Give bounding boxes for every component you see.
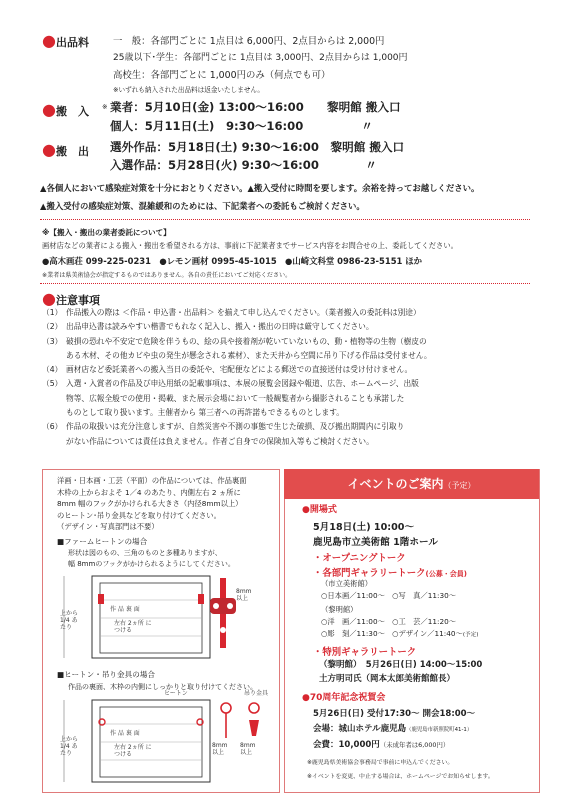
hanging-intro-line: 木枠の上からおよそ 1／4 のあたり、内側左右 2 ヵ所に — [57, 487, 241, 497]
carry-in-row2: 個人：5月11日(土) 9:30〜16:00 〃 — [110, 119, 373, 133]
bullet-icon: ● — [302, 693, 310, 703]
farm-heaton-diagram — [58, 572, 273, 662]
fee-highschool: 高校生：各部門ごとに 1,000円のみ（何点でも可） — [113, 70, 331, 81]
caution-line: ある木材、その他カビや虫の発生が懸念される素材）、また天井から空間に吊り下げる作品は受付ません。 — [66, 350, 432, 360]
bullet-icon: ● — [42, 31, 56, 50]
party-place-text: 会場：城山ホテル鹿児島 — [313, 724, 407, 734]
party-fee-sub: （未成年者は6,000円） — [379, 741, 450, 749]
hanging-intro — [57, 475, 247, 533]
opening-heading — [302, 502, 337, 515]
party-place — [313, 722, 472, 734]
cautions-list — [42, 306, 532, 449]
events-title-sub: （予定） — [443, 481, 476, 490]
caution-line: 画材店など委託業者への搬入当日の委託や、宅配便などによる郵送での直接送付は受け付けません。 — [66, 365, 413, 375]
caution-body — [66, 306, 421, 320]
caution-item — [42, 377, 532, 420]
contractor-title: ※【搬入・搬出の業者委託について】 — [42, 228, 171, 237]
label-top-quarter-2: 上から 1/4 あたり — [60, 736, 79, 757]
caution-body — [66, 335, 432, 364]
caution-item — [42, 335, 532, 364]
caution-number: （6） — [42, 422, 63, 432]
caution-line: 入選・入賞者の作品及び申込用紙の記載事項は、本展の展覧会図録や報道、広告、ホームページ、出版 — [66, 379, 419, 389]
caution-item — [42, 306, 532, 320]
caution-item — [42, 420, 532, 449]
warning-1: ▲各個人において感染症対策を十分におとりください。▲搬入受付に時間を要します。余裕を持ってお越しください。 — [40, 183, 480, 193]
fee-general: 一 般：各部門ごとに 1点目は 6,000円、2点目からは 2,000円 — [113, 36, 385, 47]
hanging-intro-line: 洋画・日本画・工芸（平面）の作品については、作品裏面 — [57, 476, 247, 485]
label-tsuri: 吊り金具 — [244, 690, 269, 697]
bullet-icon: ● — [42, 140, 56, 159]
caution-number: （3） — [42, 336, 63, 346]
party-fee — [313, 738, 449, 750]
caution-body — [66, 420, 404, 449]
farm-desc-line: 形状は図のもの、三角のものと多種ありますが、 — [68, 549, 222, 557]
contractor-list: ●高木画荘 099-225-0231 ●レモン画材 0995-45-1015 ●山崎文科堂 0986-23-5151 ほか — [42, 256, 423, 266]
contractor-desc: 画材店などの業者による搬入・搬出を希望される方は、事前に下記業者までサービス内容をお問合せの上、委託してください。 — [42, 241, 458, 250]
heaton-diagram — [58, 696, 273, 786]
heaton-title: ■ヒートン・吊り金具の場合 — [57, 670, 155, 679]
party-fee-text: 会費：10,000円 — [313, 740, 380, 750]
caution-line: 作品の取扱いは充分注意しますが、自然災害や不測の事態で生じた破損、及び搬出期間内に引取り — [66, 422, 405, 432]
caution-line: 作品搬入の際は ＜作品・申込書・出品料＞ を揃えて申し込んでください。（業者搬入の委託料は別途） — [66, 308, 421, 317]
caution-body — [66, 320, 374, 334]
fee-note: ※いずれも納入された出品料は返金いたしません。 — [113, 86, 264, 94]
gallery-talk-label: ・各部門ギャラリートーク — [313, 568, 426, 579]
farm-title: ■ファームヒートンの場合 — [57, 537, 148, 546]
caution-number: （1） — [42, 308, 63, 317]
label-8mm-2: 8mm 以上 — [212, 742, 228, 756]
carry-out-row2: 入選作品：5月28日(火) 9:30〜16:00 〃 — [110, 158, 377, 172]
caution-line: 物等、広報全般での使用・掲載、また展示会場において一般観覧者から撮影されることも承諾した — [66, 393, 405, 403]
opening-talk: ・オープニングトーク — [313, 553, 406, 564]
contractor-divider — [40, 219, 530, 220]
opening-label: 開場式 — [309, 505, 337, 515]
caution-line: 出品申込書は読みやすい楷書でもれなく記入し、搬入・搬出の日時は厳守してください。 — [66, 322, 374, 332]
caution-item — [42, 320, 532, 334]
caution-item — [42, 363, 532, 377]
museum-city-times: ○日本画／11:00〜 ○写 真／11:30〜 — [321, 591, 457, 600]
label-sides-2: 左右 2ヵ所 につける — [114, 744, 152, 758]
special-talk-time: （黎明館） 5月26日(日) 14:00〜15:00 — [319, 660, 483, 670]
carry-in-heading — [42, 100, 89, 119]
bullet-icon: ● — [42, 289, 56, 308]
contractor-divider-bottom — [40, 283, 530, 284]
bullet-icon: ● — [302, 505, 310, 515]
fee-under25: 25歳以下･学生：各部門ごとに 1点目は 3,000円、2点目からは 1,000円 — [113, 53, 408, 63]
fees-label: 出品料 — [55, 36, 89, 49]
bullet-icon: ● — [42, 100, 56, 119]
label-top-quarter: 上から 1/4 あたり — [60, 610, 79, 631]
hanging-intro-line: 8mm 幅のフックがかけられる大きさ（内径8mm以上） — [57, 499, 243, 508]
events-title-bar — [284, 469, 539, 499]
cautions-title: 注意事項 — [55, 294, 100, 307]
event-note-2: ※イベントを変更、中止する場合は、ホームページでお知らせします。 — [307, 774, 494, 780]
hanging-intro-line: （デザイン・写真部門は不要） — [57, 522, 159, 531]
carry-out-heading — [42, 140, 89, 159]
party-heading — [302, 690, 385, 703]
caution-body — [66, 377, 419, 420]
museum-reimeikan-times-2 — [321, 629, 478, 639]
farm-desc-line: 幅 8mmのフックがかけられるようにしてください。 — [68, 560, 235, 568]
label-8mm-3: 8mm 以上 — [240, 742, 256, 756]
label-8mm: 8mm 以上 — [236, 588, 252, 602]
caution-number: （5） — [42, 379, 63, 389]
carry-out-row1: 選外作品：5月18日(土) 9:30〜16:00 黎明館 搬入口 — [110, 140, 405, 154]
caution-body — [66, 363, 412, 377]
museum-reimeikan-times-2-sub: (予定) — [462, 632, 479, 638]
warning-2: ▲搬入受付の感染症対策、混雑緩和のためには、下記業者への委託もご検討ください。 — [40, 201, 365, 211]
label-heaton: ヒートン — [164, 690, 188, 697]
event-note-1: ※鹿児島県美術協会事務局で事前に申込んでください。 — [307, 760, 454, 766]
carry-in-mark: ※ — [102, 103, 108, 111]
carry-in-row1: 業者：5月10日(金) 13:00〜16:00 黎明館 搬入口 — [110, 100, 401, 114]
party-address: （鹿児島市新照院町41-1） — [406, 727, 473, 733]
label-sides: 左右 2ヵ所 につける — [114, 620, 152, 634]
museum-reimeikan-times-2-text: ○彫 刻／11:30〜 ○デザイン／11:40〜 — [321, 629, 463, 638]
caution-number: （2） — [42, 322, 63, 332]
caution-line: ものとして取り扱います。主催者から 第三者への再許諾もできるものとします。 — [66, 408, 344, 418]
label-back: 作 品 裏 面 — [110, 606, 140, 613]
opening-time: 5月18日(土) 10:00〜 — [313, 522, 415, 533]
contractor-note: ※業者は県美術協会が指定するものではありません。各自の責任においてご対応ください。 — [42, 272, 292, 279]
museum-reimeikan-times-1: ○洋 画／11:00〜 ○工 芸／11:20〜 — [321, 617, 457, 626]
label-back-2: 作 品 裏 面 — [110, 730, 140, 737]
fees-heading — [42, 31, 89, 50]
party-label: 70周年記念祝賀会 — [309, 693, 386, 703]
caution-line: 破損の恐れや不安定で危険を伴うもの、絵の具や接着剤が乾いていないもの、動・植物等の生物（樹皮の — [66, 336, 427, 346]
party-time: 5月26日(日) 受付17:30〜 開会18:00〜 — [313, 709, 476, 719]
events-title: イベントのご案内 — [347, 477, 444, 491]
opening-place: 鹿児島市立美術館 1階ホール — [313, 537, 438, 548]
hanging-intro-line: のヒートン･吊り金具などを取り付けてください。 — [57, 510, 221, 520]
heaton-desc: 作品の裏面、木枠の内側にしっかりと取り付けてください。 — [68, 683, 257, 691]
special-talk-person: 土方明司氏（岡本太郎美術館館長） — [319, 674, 456, 684]
gallery-talk — [313, 565, 467, 579]
carry-out-label: 搬 出 — [55, 145, 89, 158]
gallery-talk-sub: (公募・会員) — [425, 570, 467, 578]
museum-city: （市立美術館） — [321, 579, 373, 588]
museum-reimeikan: （黎明館） — [321, 605, 358, 614]
farm-desc — [68, 548, 235, 570]
special-talk: ・特別ギャラリートーク — [313, 647, 417, 658]
caution-line: がない作品については責任は負えません。作者ご自身での保険加入等もご検討ください。 — [66, 436, 374, 446]
carry-in-label: 搬 入 — [55, 105, 89, 118]
caution-number: （4） — [42, 365, 63, 375]
